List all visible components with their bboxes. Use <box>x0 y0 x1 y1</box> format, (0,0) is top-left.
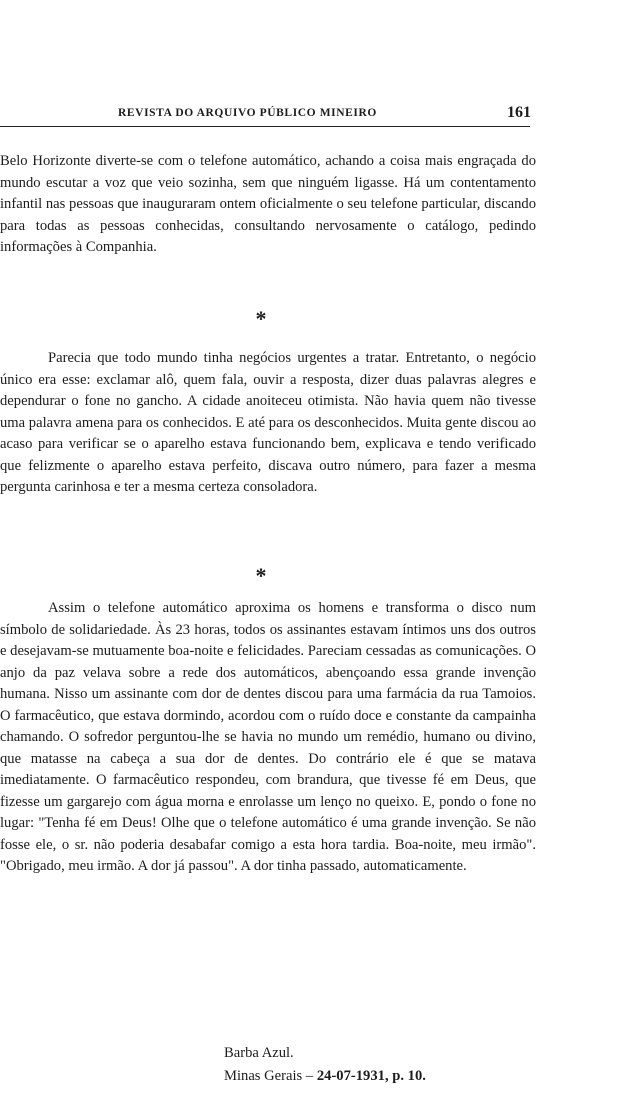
paragraph-2: Parecia que todo mundo tinha negócios urgentes a tratar. Entretanto, o negócio único era esse: exclamar alô, quem fala, ouvir a resposta, dizer duas palavras alegres e dependurar o fone no gancho. A cidade anoiteceu otimista. Não havia quem não tivesse uma palavra amena para os conhecidos. E até para os desconhecidos. Muita gente discou ao acaso para verificar se o aparelho estava funcionando bem, explicava e tendo verificado que felizmente o aparelho estava perfeito, discava outro número, para fazer a mesma pergunta carinhosa e ter a mesma certeza consoladora. <box>0 350 536 495</box>
paragraph-3: Assim o telefone automático aproxima os homens e transforma o disco num símbolo de solidariedade. Às 23 horas, todos os assinantes estavam íntimos uns dos outros e desejavam-se mutuamente boa-noite e felicidades. Pareciam cessadas as comunicações. O anjo da paz velava sobre a rede dos automáticos, abençoando essa grande invenção humana. Nisso um assinante com dor de dentes discou para uma farmácia da rua Tamoios. O farmacêutico, que estava dormindo, acordou com o ruído doce e constante da campainha chamando. O sofredor perguntou-lhe se havia no mundo um remédio, humano ou divino, que matasse na cabeça a sua dor de dentes. Do contrário ele é que se matava imediatamente. O farmacêutico respondeu, com brandura, que tivesse fé em Deus, que fizesse um gargarejo com água morna e enrolasse um lenço no queixo. E, pondo o fone no lugar: "Tenha fé em Deus! Olhe que o telefone automático é uma grande invenção. Se não fosse ele, o sr. não poderia desabafar comigo a esta hora tardia. Boa-noite, meu irmão". "Obrigado, meu irmão. A dor já passou". A dor tinha passado, automaticamente. <box>0 600 536 874</box>
source-citation <box>224 1068 426 1085</box>
source-dash: – <box>305 1068 314 1084</box>
page-number: 161 <box>507 104 531 121</box>
paragraph-1: Belo Horizonte diverte-se com o telefone automático, achando a coisa mais engraçada do mundo escutar a voz que veio sozinha, sem que ninguém ligasse. Há um contentamento infantil nas pessoas que inauguraram ontem oficialmente o seu telefone particular, discando para todas as pessoas conhecidas, consultando nervosamente o catálogo, pedindo informações à Companhia. <box>0 153 536 255</box>
header-divider <box>0 126 530 127</box>
asterisk-separator-2: * <box>255 563 267 588</box>
source-date-page: 24-07-1931, p. 10. <box>316 1068 426 1084</box>
asterisk-separator-1: * <box>255 306 267 331</box>
journal-title: REVISTA DO ARQUIVO PÚBLICO MINEIRO <box>118 107 377 119</box>
page-header <box>0 104 530 128</box>
source-publication: Minas Gerais <box>224 1068 303 1084</box>
author-signature: Barba Azul. <box>224 1045 294 1061</box>
